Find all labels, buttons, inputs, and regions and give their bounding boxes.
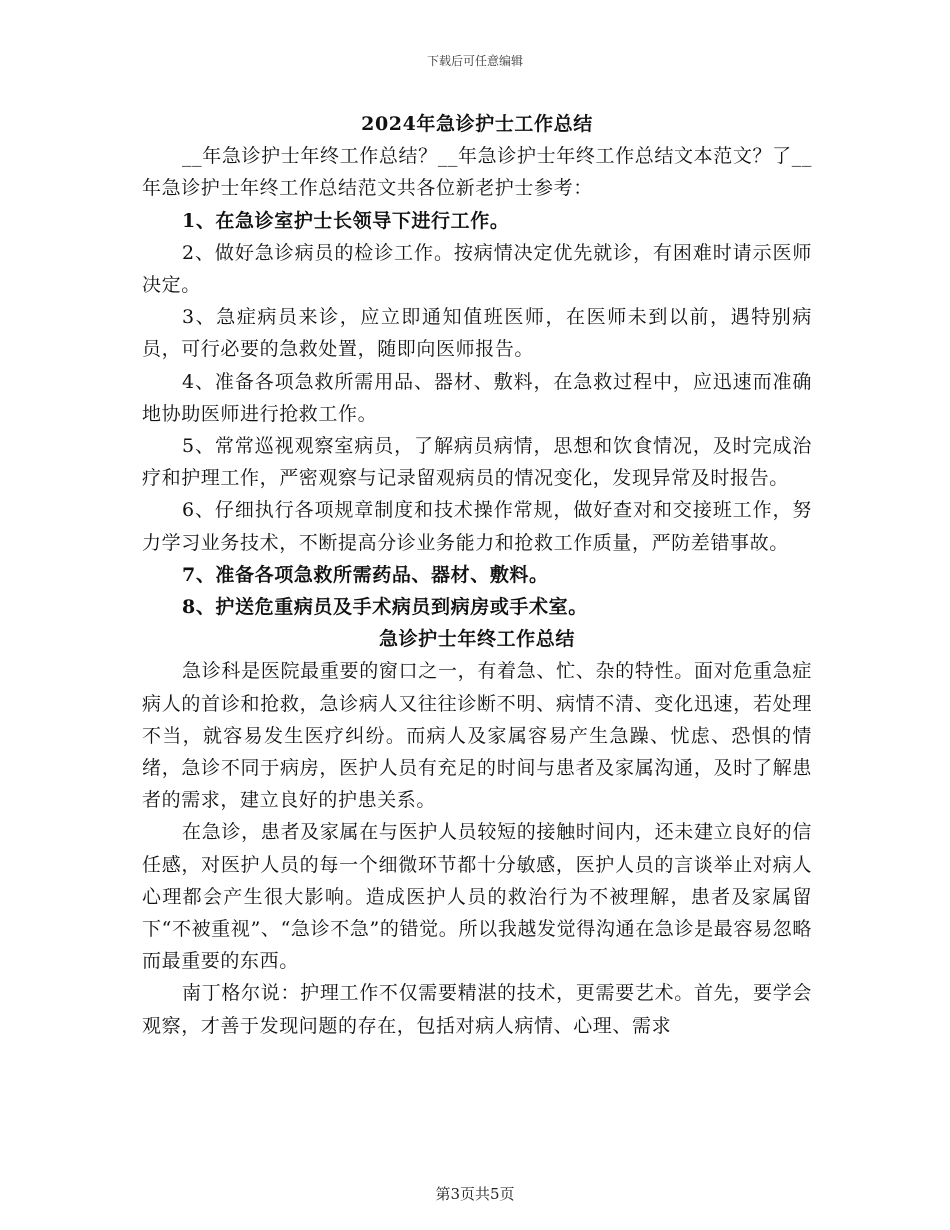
intro-paragraph: __年急诊护士年终工作总结？__年急诊护士年终工作总结文本范文？了__年急诊护士年终工作总结范文共各位新老护士参考：	[142, 145, 812, 200]
duty-item-1: 1、在急诊室护士长领导下进行工作。	[182, 209, 510, 232]
page-footer: 第3页共5页	[435, 1185, 515, 1203]
duty-item-3: 3、急症病员来诊，应立即通知值班医师，在医师未到以前，遇特别病员，可行必要的急救处置，随即向医师报告。	[142, 306, 812, 361]
duty-item-4: 4、准备各项急救所需用品、器材、敷料，在急救过程中，应迅速而准确地协助医师进行抢救工作。	[142, 370, 812, 425]
duty-item-7: 7、准备各项急救所需药品、器材、敷料。	[182, 563, 549, 586]
duty-item-6: 6、仔细执行各项规章制度和技术操作常规，做好查对和交接班工作，努力学习业务技术，不断提高分诊业务能力和抢救工作质量，严防差错事故。	[142, 499, 812, 554]
body-paragraph: 南丁格尔说：护理工作不仅需要精湛的技术，更需要艺术。首先，要学会观察，才善于发现问题的存在，包括对病人病情、心理、需求	[142, 982, 812, 1037]
body-paragraph: 急诊科是医院最重要的窗口之一，有着急、忙、杂的特性。面对危重急症病人的首诊和抢救，急诊病人又往往诊断不明、病情不清、变化迅速，若处理不当，就容易发生医疗纠纷。而病人及家属容易产生急躁、忧虑、恐惧的情绪，急诊不同于病房，医护人员有充足的时间与患者及家属沟通，及时了解患者的需求，建立良好的护患关系。	[142, 660, 812, 812]
duty-item-8: 8、护送危重病员及手术病员到病房或手术室。	[182, 596, 588, 619]
section-subtitle: 急诊护士年终工作总结	[378, 628, 575, 651]
duty-item-2: 2、做好急诊病员的检诊工作。按病情决定优先就诊，有困难时请示医师决定。	[142, 241, 812, 297]
page-header: 下载后可任意编辑	[426, 54, 523, 68]
duty-item-5: 5、常常巡视观察室病员，了解病员病情，思想和饮食情况，及时完成治疗和护理工作，严密观察与记录留观病员的情况变化，发现异常及时报告。	[142, 435, 812, 490]
body-paragraph: 在急诊，患者及家属在与医护人员较短的接触时间内，还未建立良好的信任感，对医护人员的每一个细微环节都十分敏感，医护人员的言谈举止对病人心理都会产生很大影响。造成医护人员的救治行为不被理解，患者及家属留下“不被重视”、“急诊不急”的错觉。所以我越发觉得沟通在急诊是最容易忽略而最重要的东西。	[142, 821, 812, 973]
document-body	[142, 108, 812, 1042]
document-title: 2024年急诊护士工作总结	[361, 113, 593, 135]
